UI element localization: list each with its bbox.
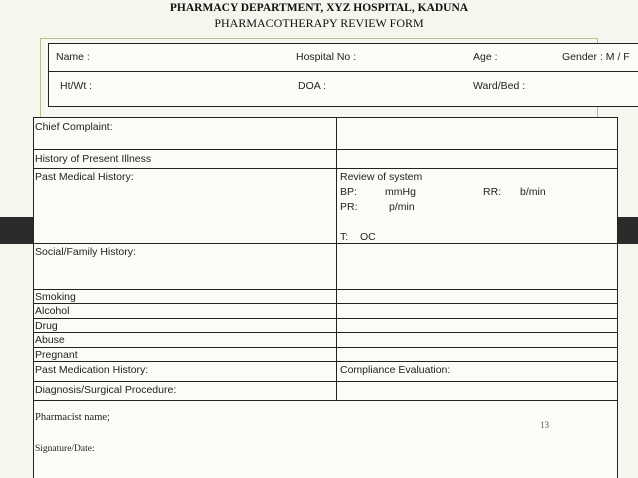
social-family-label: Social/Family History: (35, 246, 136, 258)
past-medical-label: Past Medical History: (35, 171, 134, 183)
patient-header-divider (49, 71, 638, 72)
doa-field[interactable]: DOA : (298, 80, 327, 92)
ht-wt-field[interactable]: Ht/Wt : (60, 80, 93, 92)
signature-date-label: Signature/Date: (35, 444, 95, 454)
temp-unit: OC (360, 231, 376, 243)
diagnosis-label: Diagnosis/Surgical Procedure: (35, 384, 177, 396)
review-of-system-label: Review of system (340, 171, 423, 183)
pr-label: PR: (340, 201, 358, 213)
temp-label: T: (340, 231, 349, 243)
rr-unit: b/min (520, 186, 546, 198)
page-title: PHARMACY DEPARTMENT, XYZ HOSPITAL, KADUNA (169, 2, 469, 14)
ward-bed-field[interactable]: Ward/Bed : (473, 80, 526, 92)
pr-unit: p/min (389, 201, 415, 213)
name-field[interactable]: Name : (56, 51, 90, 63)
hpi-label: History of Present Illness (35, 153, 152, 165)
left-side-bar (0, 217, 36, 244)
bp-label: BP: (340, 186, 357, 198)
gender-field[interactable]: Gender : M / F (562, 51, 630, 63)
smoking-label: Smoking (35, 291, 76, 303)
hospital-no-field[interactable]: Hospital No : (296, 51, 357, 63)
alcohol-label: Alcohol (35, 305, 70, 317)
abuse-label: Abuse (35, 334, 65, 346)
page-number: 13 (540, 420, 549, 430)
pregnant-label: Pregnant (35, 349, 78, 361)
bp-unit: mmHg (385, 186, 416, 198)
age-field[interactable]: Age : (473, 51, 498, 63)
form-subtitle: PHARMACOTHERAPY REVIEW FORM (214, 16, 424, 30)
chief-complaint-label: Chief Complaint: (35, 121, 113, 133)
drug-label: Drug (35, 320, 58, 332)
compliance-label: Compliance Evaluation: (340, 364, 451, 376)
rr-label: RR: (483, 186, 502, 198)
past-medication-label: Past Medication History: (35, 364, 149, 376)
pharmacist-name-label: Pharmacist name; (35, 412, 110, 423)
